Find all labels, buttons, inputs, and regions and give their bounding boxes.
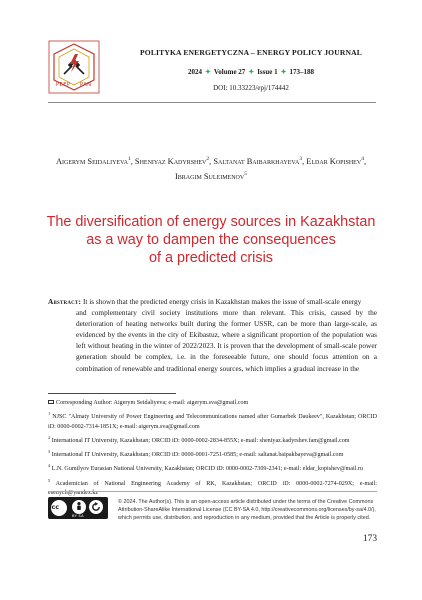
header-divider [48,102,376,103]
author-name: Ibragim Suleimenov [175,171,245,181]
author-affiliation-mark: 4 [361,156,364,162]
share-alike-icon [89,500,103,514]
abstract-first-line: It is shown that the predicted energy crisis in Kazakhstan makes the issue of small-scale energy [82,297,362,306]
author-affiliation-mark: 3 [299,156,303,162]
issue-pages: 173–188 [289,68,314,76]
affiliation-footnote [48,476,377,499]
footnote-divider [48,393,176,394]
issue-line [126,68,376,76]
author-affiliation-mark: 1 [127,156,131,162]
diamond-separator-icon: ✦ [248,68,255,76]
diamond-separator-icon: ✦ [280,68,287,76]
issue-number: Issue 1 [257,68,278,76]
article-title-line: of a predicted crisis [149,250,273,266]
author-name: Eldar Kopishev [306,156,362,166]
corresponding-author-note [48,399,377,409]
article-title-line: as a way to dampen the consequences [86,232,336,248]
doi-link[interactable]: DOI: 10.33223/epj/174442 [213,84,289,92]
license-statement: © 2024. The Author(s). This is an open-access article distributed under the terms of the Creative Commons Attribution-ShareAlike International License (CC BY-SA 4.0, http://creativecommons.org/licenses/by-sa/4.0/), which permits use, distribution, and reproduction in any medium, provided that the Article is properly cited. [118,499,376,522]
affiliation-footnote [48,409,377,432]
footnote-mark: 5 [48,477,51,483]
footnote-text: International IT University, Kazakhstan; ORCID iD: 0000-0002-2834-855X; e-mail: sheniyaz.kadyrshev.fam@gmail.com [51,438,350,445]
journal-logo [48,40,100,94]
footnote-mark: 3 [48,449,51,455]
cc-by-sa-badge[interactable] [48,497,108,519]
abstract-heading: Abstract: [48,297,82,306]
footnote-text: Academician of National Engineering Academy of RK, Kazakhstan; ORCID iD: 0000-0002-7274-029X; e-mail: esenych@yandex.kz [48,480,377,497]
cc-badge-subtext: BY SA [72,514,84,518]
author-name: Aigerym Seidaliyeva [55,156,128,166]
corresponding-author-text: Corresponding Author: Aigerym Seidaliyeva; e-mail: aigerym.sva@gmail.com [56,400,249,406]
logo-right-label: PAN [80,82,92,88]
cc-badge-text: cc [51,503,60,512]
page-number: 173 [362,534,377,544]
footnote-text: International IT University, Kazakhstan; ORCID iD: 0000-0001-7251-0585; e-mail: saltanat.baipakbayeva@gmail.com [51,452,344,459]
abstract [48,296,377,374]
footnote-mark: 4 [48,463,51,469]
affiliation-footnote [48,461,377,475]
footnotes [48,399,377,499]
affiliation-footnote [48,447,377,461]
abstract-body: and complementary civil society institutions more than relevant. This crisis, caused by the deterioration of heating networks built during the former USSR, can be more than large-scale, as evidenced by the events in the city of Ekibastuz, where a significant proportion of the population was left without heating in the winter of 2022/2023. It is proven that the development of small-scale power generation should be complex, i.e. in the foreseeable future, one should focus attention on a combination of renewable and traditional energy sources, which implies a gradual increase in the [76,308,377,373]
author-affiliation-mark: 5 [244,170,247,177]
article-title-line: The diversification of energy sources in Kazakhstan [46,214,376,230]
footnote-text: NJSC "Almaty University of Power Engineering and Telecommunications named after Gumarbek Daukeev", Kazakhstan; ORCID iD: 0000-0002-7314-1851X; e-mail: aigerym.sva@gmail.com [48,414,377,430]
author-affiliation-mark: 2 [206,156,210,162]
logo-left-label: PEEP [56,82,71,88]
license-divider [48,491,377,492]
article-title [20,213,402,267]
diamond-separator-icon: ✦ [204,68,211,76]
envelope-icon [48,400,54,404]
footnote-mark: 1 [48,411,51,417]
author-name: Saltanat Baibarkhayeva [213,156,300,166]
footnote-mark: 2 [48,435,51,440]
journal-title: POLITYKA ENERGETYCZNA – ENERGY POLICY JOURNAL [139,48,362,57]
issue-volume: Volume 27 [213,68,246,76]
footnote-text: L.N. Gumilyov Eurasian National University, Kazakhstan; ORCID iD: 0000-0002-7309-2341; e-mail: eldar_kopishev@mail.ru [51,466,363,473]
issue-year: 2024 [187,68,202,76]
author-list: Aigerym Seidaliyeva$^1$, Sheniyaz Kadyrshev$^2$, Saltanat Baibarkhayeva$^3$, Eldar Kopishev$^4$, Ibragim Suleimenov$^5$ [55,156,367,181]
attribution-icon [72,500,86,514]
affiliation-footnote [48,433,377,447]
author-name: Sheniyaz Kadyrshev [134,156,207,166]
